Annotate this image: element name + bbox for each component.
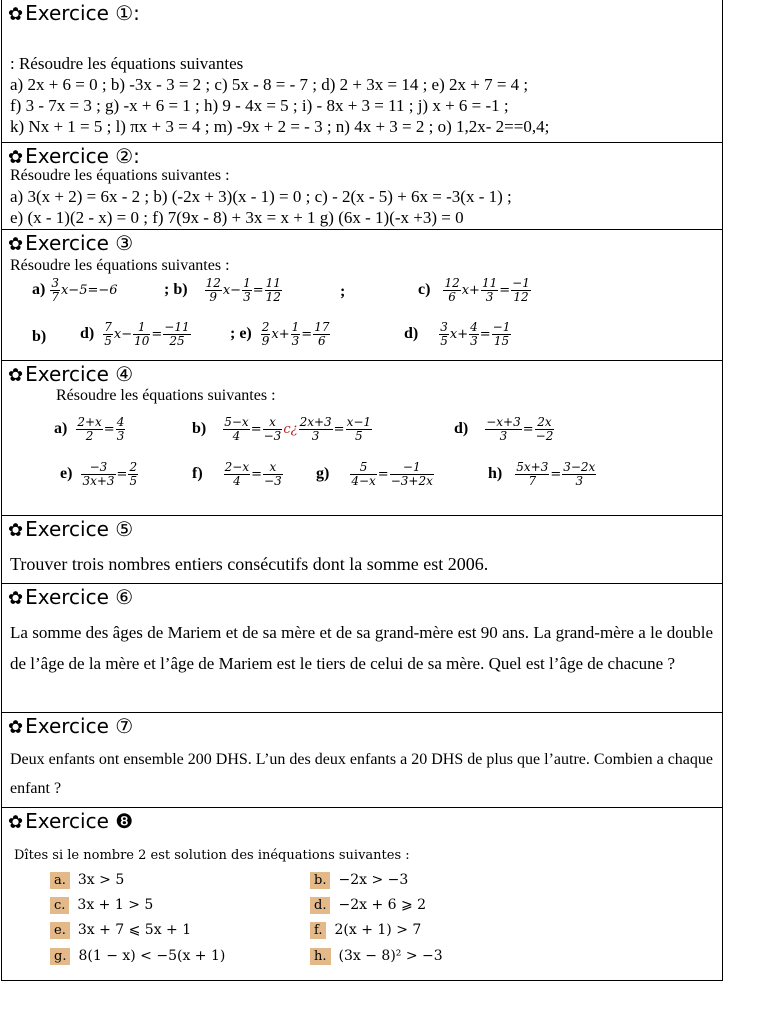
exercise-2-title: ✿ Exercice ②:	[8, 144, 140, 168]
equation-4b: b) $\frac{5-x}{4}$ = $\frac{x}{-3}$ c¿ $\frac{2x+3}{3}$ = $\frac{x-1}{5}$	[192, 415, 372, 443]
inequation-g: g. 8(1 − x) < −5(x + 1)	[50, 948, 225, 965]
exercise-2	[2, 142, 722, 229]
exercise-4-title: ✿ Exercice ④	[8, 362, 134, 386]
exercise-1	[2, 0, 722, 142]
equation-3c: c) $\frac{12}{6}$ x+ $\frac{11}{3}$ = $\frac{-1}{12}$	[418, 276, 530, 304]
flower-icon: ✿	[8, 365, 24, 386]
exercise-3-title: ✿ Exercice ③	[8, 231, 134, 255]
exercise-1-instruction: : Résoudre les équations suivantes	[10, 54, 244, 73]
exercise-8-instruction: Dîtes si le nombre 2 est solution des inéquations suivantes :	[14, 848, 410, 863]
flower-icon: ✿	[8, 588, 24, 609]
exercise-1-line-3: k) Nx + 1 = 5 ; l) πx + 3 = 4 ; m) -9x + 2 = - 3 ; n) 4x + 3 = 2 ; o) 1,2x- 2==0,4;	[10, 117, 550, 136]
exercise-6	[2, 583, 722, 712]
exercise-3-instruction: Résoudre les équations suivantes :	[10, 257, 230, 274]
exercise-1-line-2: f) 3 - 7x = 3 ; g) -x + 6 = 1 ; h) 9 - 4x = 5 ; i) - 8x + 3 = 11 ; j) x + 6 = -1 ;	[10, 96, 509, 115]
inequation-a: a. 3x > 5	[50, 872, 124, 889]
exercise-1-title: ✿ Exercice ①:	[8, 1, 140, 25]
exercise-5	[2, 515, 722, 583]
inequation-h: h. (3x − 8)² > −3	[310, 948, 443, 965]
exercise-7-text: Deux enfants ont ensemble 200 DHS. L’un des deux enfants a 20 DHS de plus que l’autre. Combien a chaque enfant ?	[10, 751, 713, 797]
inequation-d: d. −2x + 6 ⩾ 2	[310, 897, 426, 914]
exercise-5-title: ✿ Exercice ⑤	[8, 517, 134, 541]
exercise-4	[2, 360, 722, 515]
flower-icon: ✿	[8, 147, 24, 168]
equation-3b: ; b) $\frac{12}{9}$ x− $\frac{1}{3}$ = $\frac{11}{12}$	[164, 276, 281, 304]
semicolon: ;	[340, 283, 346, 300]
exercise-8-title: ✿ Exercice ❽	[8, 809, 134, 833]
worksheet-page	[1, 0, 723, 981]
inequation-f: f. 2(x + 1) > 7	[310, 922, 421, 939]
equation-3a: a) $\frac{3}{7}$ x−5=−6	[32, 276, 118, 304]
exercise-4-instruction: Résoudre les équations suivantes :	[56, 387, 276, 404]
exercise-8	[2, 807, 722, 980]
flower-icon: ✿	[8, 234, 24, 255]
equation-4e: e) $\frac{-3}{3x+3}$ = $\frac{2}{5}$	[60, 460, 138, 488]
exercise-6-text: La somme des âges de Mariem et de sa mère et de sa grand-mère est 90 ans. La grand-mère a le double de l’âge de la mère et l’âge de Mariem est le tiers de celui de sa mère. Quel est l’âge de chacune ?	[10, 623, 713, 673]
equation-4h: h) $\frac{5x+3}{7}$ = $\frac{3-2x}{3}$	[488, 460, 596, 488]
exercise-3	[2, 229, 722, 360]
exercise-2-line-1: a) 3(x + 2) = 6x - 2 ; b) (-2x + 3)(x - 1) = 0 ; c) - 2(x - 5) + 6x = -3(x - 1) ;	[10, 187, 512, 206]
exercise-7-title: ✿ Exercice ⑦	[8, 714, 134, 738]
flower-icon: ✿	[8, 4, 24, 25]
exercise-6-title: ✿ Exercice ⑥	[8, 585, 134, 609]
label-3b2: b)	[32, 328, 47, 345]
equation-4a: a) $\frac{2+x}{2}$ = $\frac{4}{3}$	[54, 415, 125, 443]
exercise-7	[2, 712, 722, 807]
equation-4d: d) $\frac{-x+3}{3}$ = $\frac{2x}{-2}$	[454, 415, 554, 443]
equation-4f: f) $\frac{2-x}{4}$ = $\frac{x}{-3}$	[192, 460, 282, 488]
equation-4g: g) $\frac{5}{4-x}$ = $\frac{-1}{-3+2x}$	[316, 460, 433, 488]
inequation-c: c. 3x + 1 > 5	[50, 897, 153, 914]
equation-3d2: d) $\frac{3}{5}$ x+ $\frac{4}{3}$ = $\frac{-1}{15}$	[404, 320, 511, 348]
flower-icon: ✿	[8, 520, 24, 541]
exercise-5-text: Trouver trois nombres entiers consécutifs dont la somme est 2006.	[10, 554, 489, 574]
exercise-2-line-2: e) (x - 1)(2 - x) = 0 ; f) 7(9x - 8) + 3x = x + 1 g) (6x - 1)(-x +3) = 0	[10, 208, 464, 227]
inequation-b: b. −2x > −3	[310, 872, 408, 889]
exercise-1-line-1: a) 2x + 6 = 0 ; b) -3x - 3 = 2 ; c) 5x - 8 = - 7 ; d) 2 + 3x = 14 ; e) 2x + 7 = 4 ;	[10, 75, 529, 94]
exercise-2-instruction: Résoudre les équations suivantes :	[10, 167, 230, 184]
inequation-e: e. 3x + 7 ⩽ 5x + 1	[50, 922, 191, 939]
flower-icon: ✿	[8, 812, 24, 833]
equation-3e: ; e) $\frac{2}{9}$ x+ $\frac{1}{3}$ = $\frac{17}{6}$	[230, 320, 330, 348]
flower-icon: ✿	[8, 717, 24, 738]
equation-3d1: d) $\frac{7}{5}$ x− $\frac{1}{10}$ = $\frac{-11}{25}$	[80, 320, 190, 348]
